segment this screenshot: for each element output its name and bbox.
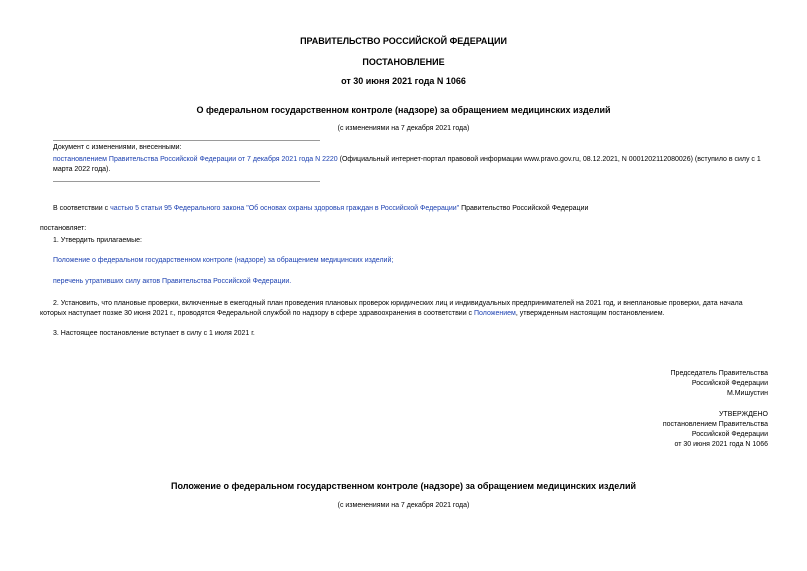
intro-paragraph <box>53 205 767 212</box>
signature-country: Российской Федерации <box>691 380 768 387</box>
item-3-text: 3. Настоящее постановление вступает в силу с 1 июля 2021 г. <box>53 330 255 337</box>
doc-type-heading: ПОСТАНОВЛЕНИЕ <box>362 57 445 67</box>
approved-by: постановлением Правительства <box>662 421 768 428</box>
annex-amendment-note: (с изменениями на 7 декабря 2021 года) <box>337 502 470 509</box>
bottom-rule <box>53 181 320 182</box>
regulation-link[interactable]: Положение о федеральном государственном контроле (надзоре) за обращением медицинских изделий; <box>53 257 394 264</box>
item-2-prefix: 2. Установить, что плановые проверки, включенные в ежегодный план проведения плановых проверок юридических лиц и индивидуальных предпринимателей на 2021 год, и внеплановые проверки, дата начала которых наступает позже 30 июня 2021 г., проводятся Федеральной службой по надзору в сфере здравоохранения в соответствии с <box>40 300 743 317</box>
regulation-inline-link[interactable]: Положением <box>474 310 516 317</box>
intro-suffix: Правительство Российской Федерации <box>459 205 589 212</box>
item-1-text: 1. Утвердить прилагаемые: <box>53 237 142 244</box>
government-heading: ПРАВИТЕЛЬСТВО РОССИЙСКОЙ ФЕДЕРАЦИИ <box>300 36 507 46</box>
changes-paragraph <box>53 155 767 175</box>
approved-date: от 30 июня 2021 года N 1066 <box>674 441 768 448</box>
annex-title: Положение о федеральном государственном контроле (надзоре) за обращением медицинских изделий <box>170 481 637 491</box>
amendment-note: (с изменениями на 7 декабря 2021 года) <box>337 125 470 132</box>
amendment-source-text: (Официальный интернет-портал правовой информации www.pravo.gov.ru, 08.12.2021, N 0001202112080026) (вступило в силу с 1 марта 2022 года). <box>53 156 761 173</box>
intro-prefix: В соответствии с <box>53 205 111 212</box>
signature-position: Председатель Правительства <box>670 370 768 377</box>
federal-law-link[interactable]: частью 5 статьи 95 Федерального закона "Об основах охраны здоровья граждан в Российской Федерации" <box>110 205 460 212</box>
document-title: О федеральном государственном контроле (надзоре) за обращением медицинских изделий <box>196 105 611 115</box>
signature-name: М.Мишустин <box>726 390 768 397</box>
approved-label: УТВЕРЖДЕНО <box>718 411 768 418</box>
item-2-suffix: , утвержденным настоящим постановлением. <box>515 310 665 317</box>
approved-country: Российской Федерации <box>691 431 768 438</box>
date-number: от 30 июня 2021 года N 1066 <box>341 76 466 86</box>
changes-label: Документ с изменениями, внесенными: <box>53 144 182 151</box>
item-2-paragraph <box>40 299 767 319</box>
resolves-text: постановляет: <box>40 225 87 232</box>
repealed-acts-link[interactable]: перечень утративших силу актов Правительства Российской Федерации. <box>53 278 292 285</box>
amendment-decree-link[interactable]: постановлением Правительства Российской Федерации от 7 декабря 2021 года N 2220 <box>53 156 338 163</box>
top-rule <box>53 140 320 141</box>
